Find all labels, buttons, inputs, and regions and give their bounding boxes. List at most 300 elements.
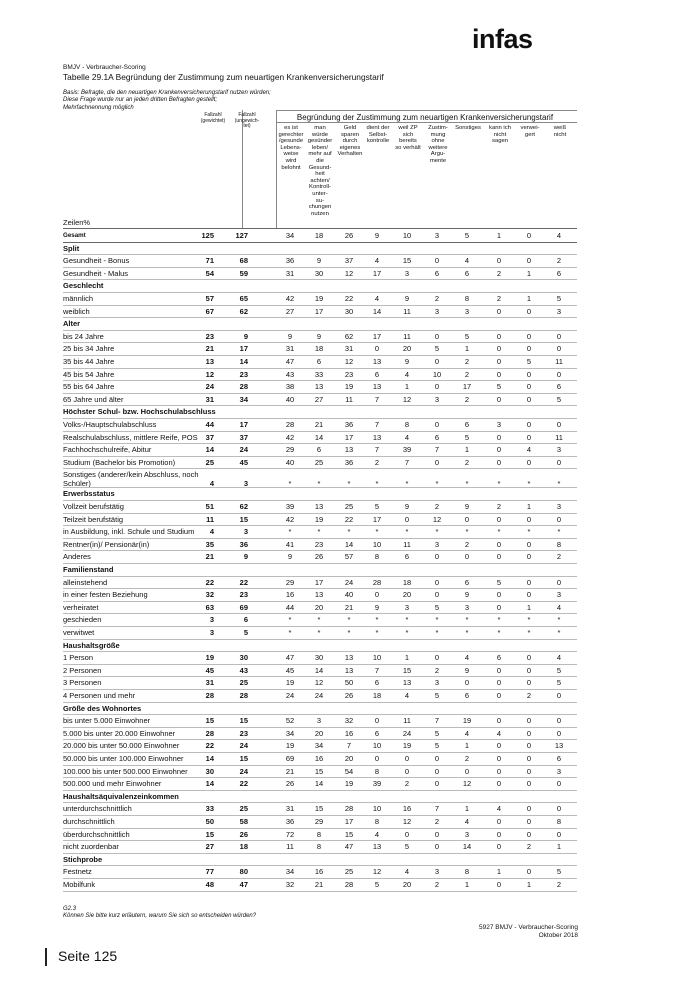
page-number: Seite 125 [58, 948, 118, 964]
row-divider [63, 254, 577, 255]
percent-cell: 0 [464, 678, 470, 688]
percent-cell: * [527, 628, 531, 637]
percent-cell: 19 [344, 382, 354, 392]
percent-cell: 0 [526, 590, 532, 600]
percent-cell: 19 [314, 294, 324, 303]
count-cell: 27 [205, 842, 214, 852]
percent-cell: 3 [556, 766, 562, 776]
count-cell: 23 [239, 369, 248, 379]
percent-cell: 8 [374, 817, 380, 826]
percent-cell: 0 [434, 256, 440, 266]
row-divider [63, 292, 577, 293]
percent-cell: 5 [464, 432, 470, 442]
row-divider [63, 588, 577, 589]
column-header: dient der Selbst- kontrolle [366, 125, 390, 145]
percent-cell: 0 [556, 420, 562, 429]
percent-cell: 20 [314, 728, 324, 738]
percent-cell: 0 [526, 804, 532, 814]
percent-cell: 0 [404, 514, 410, 524]
percent-cell: 0 [434, 779, 440, 789]
row-label: alleinstehend [63, 577, 108, 587]
percent-cell: 13 [372, 357, 382, 366]
percent-cell: * [527, 479, 531, 489]
row-divider [63, 714, 577, 715]
percent-cell: 28 [372, 577, 382, 587]
row-divider [63, 355, 577, 356]
row-label: weiblich [63, 306, 90, 316]
row-divider [63, 431, 577, 432]
row-divider [63, 739, 577, 740]
row-divider [63, 676, 577, 677]
percent-cell: 3 [404, 268, 410, 278]
percent-cell: 0 [434, 766, 440, 776]
percent-cell: 24 [285, 691, 295, 700]
percent-cell: * [405, 628, 409, 637]
percent-cell: 33 [314, 369, 324, 379]
count-cell: 3 [243, 527, 248, 537]
count-cell: 47 [239, 880, 248, 889]
row-divider [63, 727, 577, 728]
percent-cell: 14 [314, 779, 324, 789]
percent-cell: * [375, 628, 379, 637]
percent-cell: 7 [434, 716, 440, 726]
count-cell: 59 [239, 268, 248, 278]
page-bar [45, 948, 47, 966]
percent-cell: 8 [556, 539, 562, 549]
count-cell: 31 [205, 394, 214, 404]
percent-cell: 19 [402, 741, 412, 751]
row-divider [63, 405, 577, 406]
percent-cell: 0 [374, 590, 380, 600]
percent-cell: 6 [464, 577, 470, 587]
percent-cell: 10 [372, 539, 382, 549]
row-divider [63, 777, 577, 778]
percent-cell: 13 [402, 678, 412, 688]
count-cell: 68 [239, 256, 248, 266]
row-label: bis 24 Jahre [63, 331, 104, 341]
percent-cell: 1 [526, 602, 532, 612]
percent-cell: 19 [344, 779, 354, 789]
count-cell: 3 [243, 479, 248, 489]
count-cell: 30 [205, 766, 214, 776]
percent-cell: 2 [434, 880, 440, 889]
percent-cell: 0 [526, 344, 532, 354]
percent-cell: 1 [404, 653, 410, 663]
percent-cell: * [465, 479, 469, 489]
row-label: Rentner(in)/ Pensionär(in) [63, 539, 150, 549]
percent-cell: 6 [434, 268, 440, 278]
percent-cell: 4 [496, 804, 502, 814]
count-cell: 14 [205, 754, 214, 763]
row-divider [63, 613, 577, 614]
percent-cell: 1 [526, 268, 532, 278]
count-cell: 48 [205, 880, 214, 889]
percent-cell: 34 [285, 867, 295, 877]
count-cell: 125 [201, 231, 214, 240]
percent-cell: 2 [434, 665, 440, 675]
percent-cell: 9 [287, 552, 293, 562]
percent-cell: 57 [344, 552, 354, 562]
percent-cell: 31 [285, 268, 295, 278]
percent-cell: 52 [285, 716, 295, 726]
row-label: Familienstand [63, 565, 114, 574]
count-cell: 32 [205, 590, 214, 600]
percent-cell: 9 [464, 590, 470, 600]
percent-cell: 0 [556, 457, 562, 467]
row-label: Stichprobe [63, 854, 103, 864]
percent-cell: 16 [285, 590, 295, 600]
percent-cell: 0 [526, 741, 532, 751]
question-code: G2.3 [63, 906, 77, 912]
percent-cell: 26 [314, 552, 324, 562]
row-divider [63, 639, 577, 640]
row-divider [63, 752, 577, 753]
percent-cell: 0 [496, 829, 502, 839]
count-cell: 34 [239, 394, 248, 404]
percent-cell: 0 [526, 231, 532, 240]
percent-cell: 4 [404, 691, 410, 700]
percent-cell: * [465, 615, 469, 625]
percent-cell: 3 [434, 678, 440, 688]
percent-cell: 0 [496, 357, 502, 366]
percent-cell: * [347, 479, 351, 489]
percent-cell: 7 [374, 665, 380, 675]
row-divider [63, 242, 577, 243]
percent-cell: 0 [496, 457, 502, 467]
percent-cell: * [317, 628, 321, 637]
percent-cell: 2 [526, 691, 532, 700]
percent-cell: * [405, 527, 409, 537]
percent-cell: 14 [462, 842, 472, 852]
percent-cell: 6 [556, 382, 562, 392]
percent-cell: 2 [526, 842, 532, 852]
table-title: Tabelle 29.1A Begründung der Zustimmung zum neuartigen Krankenversicherungstarif [63, 72, 384, 82]
percent-cell: 21 [285, 766, 295, 776]
percent-cell: 27 [285, 306, 295, 316]
row-label: verwitwet [63, 628, 95, 637]
percent-cell: * [527, 527, 531, 537]
percent-cell: * [375, 479, 379, 489]
row-divider [63, 765, 577, 766]
percent-cell: 44 [285, 602, 295, 612]
row-label: 65 Jahre und älter [63, 394, 124, 404]
percent-cell: * [497, 628, 501, 637]
row-divider [63, 393, 577, 394]
percent-cell: * [557, 527, 561, 537]
percent-cell: 6 [404, 552, 410, 562]
row-label: geschieden [63, 615, 102, 625]
percent-cell: 12 [372, 867, 382, 877]
percent-cell: 1 [496, 231, 502, 240]
percent-cell: 45 [285, 665, 295, 675]
percent-cell: * [465, 527, 469, 537]
percent-cell: 47 [285, 653, 295, 663]
count-cell: 25 [239, 678, 248, 688]
percent-cell: 4 [374, 256, 380, 266]
percent-cell: 24 [344, 577, 354, 587]
percent-cell: 5 [374, 502, 380, 511]
percent-cell: 2 [434, 294, 440, 303]
percent-cell: 17 [372, 514, 382, 524]
percent-cell: 0 [464, 514, 470, 524]
percent-cell: 5 [434, 691, 440, 700]
percent-cell: 0 [496, 817, 502, 826]
count-header: Fallzahl (ungewich- tet) [234, 112, 260, 130]
percent-cell: 9 [464, 665, 470, 675]
count-cell: 4 [209, 527, 214, 537]
count-cell: 24 [239, 445, 248, 455]
basis-note [63, 90, 271, 112]
percent-cell: 0 [496, 331, 502, 341]
percent-cell: * [317, 527, 321, 537]
percent-cell: 26 [344, 691, 354, 700]
count-cell: 58 [239, 817, 248, 826]
count-cell: 65 [239, 294, 248, 303]
percent-cell: 0 [526, 369, 532, 379]
row-label: 2 Personen [63, 665, 102, 675]
count-cell: 21 [205, 552, 214, 562]
percent-cell: 0 [496, 344, 502, 354]
column-header: weiß nicht [553, 125, 567, 138]
percent-cell: 1 [526, 502, 532, 511]
column-header: weil ZP sich bereits so verhält [395, 125, 421, 151]
percent-cell: 7 [404, 457, 410, 467]
project-name: BMJV - Verbraucher-Scoring [63, 64, 146, 71]
row-divider [63, 468, 577, 469]
count-cell: 12 [205, 369, 214, 379]
row-label: 500.000 und mehr Einwohner [63, 779, 162, 789]
percent-cell: 5 [526, 357, 532, 366]
percent-cell: 32 [344, 716, 354, 726]
percent-cell: 10 [402, 231, 412, 240]
percent-cell: 28 [344, 880, 354, 889]
percent-cell: 11 [403, 331, 411, 341]
row-label: 4 Personen und mehr [63, 691, 136, 700]
percent-cell: 7 [374, 445, 380, 455]
count-cell: 31 [205, 678, 214, 688]
percent-cell: * [435, 527, 439, 537]
row-divider [63, 828, 577, 829]
percent-cell: 40 [285, 394, 295, 404]
row-divider [63, 563, 577, 564]
row-divider [63, 550, 577, 551]
percent-cell: 1 [526, 294, 532, 303]
percent-cell: 2 [496, 268, 502, 278]
count-cell: 54 [205, 268, 214, 278]
percent-cell: 6 [556, 754, 562, 763]
row-label: Studium (Bachelor bis Promotion) [63, 457, 176, 467]
percent-cell: 6 [496, 653, 502, 663]
percent-cell: 14 [314, 665, 324, 675]
percent-cell: 13 [344, 445, 354, 455]
count-cell: 18 [239, 842, 248, 852]
count-cell: 14 [205, 445, 214, 455]
percent-cell: 0 [496, 678, 502, 688]
percent-cell: 0 [434, 577, 440, 587]
percent-cell: 2 [464, 754, 470, 763]
header-group-title: Begründung der Zustimmung zum neuartigen Krankenversicherungstarif [296, 113, 554, 122]
row-label: Fachhochschulreife, Abitur [63, 445, 152, 455]
row-label: Anderes [63, 552, 91, 562]
row-divider [63, 891, 577, 892]
row-label: 35 bis 44 Jahre [63, 357, 115, 366]
percent-cell: 0 [556, 779, 562, 789]
row-label: 3 Personen [63, 678, 102, 688]
percent-cell: 42 [285, 514, 295, 524]
percent-cell: 22 [344, 294, 354, 303]
footer-line: Oktober 2018 [538, 931, 578, 939]
percent-cell: 0 [496, 369, 502, 379]
percent-cell: * [557, 479, 561, 489]
percent-cell: 0 [434, 382, 440, 392]
count-cell: 19 [205, 653, 214, 663]
row-unit-label: Zeilen% [63, 218, 91, 227]
percent-cell: 20 [344, 754, 354, 763]
percent-cell: 13 [372, 842, 382, 852]
percent-cell: 72 [285, 829, 295, 839]
percent-cell: 6 [374, 678, 380, 688]
percent-cell: 16 [402, 804, 412, 814]
count-cell: 37 [239, 432, 248, 442]
percent-cell: 31 [344, 344, 354, 354]
percent-cell: 23 [314, 539, 324, 549]
count-header: Fallzahl (gewichtet) [200, 112, 226, 124]
percent-cell: 54 [344, 766, 354, 776]
percent-cell: 0 [556, 369, 562, 379]
percent-cell: * [405, 479, 409, 489]
percent-cell: 6 [464, 420, 470, 429]
row-label: verheiratet [63, 602, 99, 612]
percent-cell: 3 [434, 394, 440, 404]
percent-cell: 17 [372, 268, 382, 278]
percent-cell: 0 [526, 256, 532, 266]
percent-cell: 5 [434, 728, 440, 738]
percent-cell: 0 [496, 445, 502, 455]
percent-cell: 5 [496, 382, 502, 392]
row-divider [63, 305, 577, 306]
count-cell: 77 [205, 867, 214, 877]
percent-cell: 17 [462, 382, 472, 392]
percent-cell: 2 [404, 779, 410, 789]
percent-cell: 13 [314, 382, 324, 392]
percent-cell: 0 [434, 357, 440, 366]
percent-cell: * [497, 479, 501, 489]
percent-cell: 5 [556, 294, 562, 303]
count-cell: 3 [209, 628, 214, 637]
percent-cell: 21 [344, 602, 354, 612]
percent-cell: 3 [556, 306, 562, 316]
percent-cell: 13 [372, 432, 382, 442]
column-header: man würde gesünder leben/ mehr auf die Gesund- heit achten/ Kontroll- unter- su- chungen nutzen [307, 125, 333, 217]
count-cell: 11 [206, 514, 214, 524]
percent-cell: 15 [344, 829, 354, 839]
count-cell: 45 [205, 665, 214, 675]
count-cell: 22 [205, 577, 214, 587]
row-label: nicht zuordenbar [63, 842, 119, 852]
count-cell: 35 [205, 539, 214, 549]
percent-cell: 0 [526, 653, 532, 663]
percent-cell: 0 [556, 716, 562, 726]
percent-cell: 11 [403, 716, 411, 726]
percent-cell: 0 [496, 432, 502, 442]
percent-cell: 3 [556, 590, 562, 600]
percent-cell: * [347, 527, 351, 537]
percent-cell: 0 [556, 344, 562, 354]
percent-cell: 0 [434, 590, 440, 600]
row-divider [63, 500, 577, 501]
percent-cell: 0 [526, 432, 532, 442]
percent-cell: 0 [526, 829, 532, 839]
percent-cell: 4 [404, 867, 410, 877]
row-divider [63, 380, 577, 381]
percent-cell: 30 [344, 306, 354, 316]
percent-cell: 0 [526, 665, 532, 675]
percent-cell: 0 [526, 420, 532, 429]
percent-cell: 6 [374, 369, 380, 379]
basis-line: Basis: Befragte, die den neuartigen Krankenversicherungstarif nutzen würden; [63, 90, 271, 96]
percent-cell: 6 [316, 445, 322, 455]
row-label: Realschulabschluss, mittlere Reife, POS [63, 432, 198, 442]
percent-cell: 7 [434, 804, 440, 814]
row-label: in einer festen Beziehung [63, 590, 148, 600]
percent-cell: 3 [464, 829, 470, 839]
percent-cell: 7 [374, 420, 380, 429]
percent-cell: 0 [374, 344, 380, 354]
percent-cell: 36 [344, 420, 354, 429]
percent-cell: 9 [464, 502, 470, 511]
count-cell: 50 [205, 817, 214, 826]
percent-cell: 39 [402, 445, 412, 455]
percent-cell: 0 [404, 754, 410, 763]
percent-cell: * [347, 615, 351, 625]
percent-cell: 6 [316, 357, 322, 366]
percent-cell: 0 [526, 306, 532, 316]
count-cell: 25 [239, 804, 248, 814]
percent-cell: 0 [434, 754, 440, 763]
percent-cell: 11 [345, 394, 353, 404]
percent-cell: 0 [496, 539, 502, 549]
percent-cell: 2 [464, 457, 470, 467]
percent-cell: 34 [285, 231, 295, 240]
count-cell: 63 [205, 602, 214, 612]
percent-cell: * [497, 615, 501, 625]
basis-line: Diese Frage wurde nur an jeden dritten Befragten gestellt; [63, 97, 218, 104]
row-divider [63, 702, 577, 703]
count-cell: 44 [205, 420, 214, 429]
percent-cell: 0 [526, 766, 532, 776]
row-divider [63, 317, 577, 318]
percent-cell: 6 [464, 691, 470, 700]
percent-cell: 2 [464, 394, 470, 404]
row-divider [63, 689, 577, 690]
percent-cell: 4 [404, 432, 410, 442]
row-label: unterdurchschnittlich [63, 804, 132, 814]
percent-cell: 0 [496, 691, 502, 700]
percent-cell: 28 [344, 804, 354, 814]
percent-cell: 10 [372, 741, 382, 751]
count-cell: 57 [205, 294, 214, 303]
row-label: 1 Person [63, 653, 94, 663]
row-divider [63, 456, 577, 457]
percent-cell: 0 [556, 514, 562, 524]
percent-cell: 0 [526, 552, 532, 562]
percent-cell: 5 [434, 344, 440, 354]
count-cell: 17 [239, 420, 248, 429]
count-cell: 15 [239, 716, 248, 726]
percent-cell: * [288, 628, 292, 637]
percent-cell: 4 [374, 829, 380, 839]
percent-cell: 28 [285, 420, 295, 429]
